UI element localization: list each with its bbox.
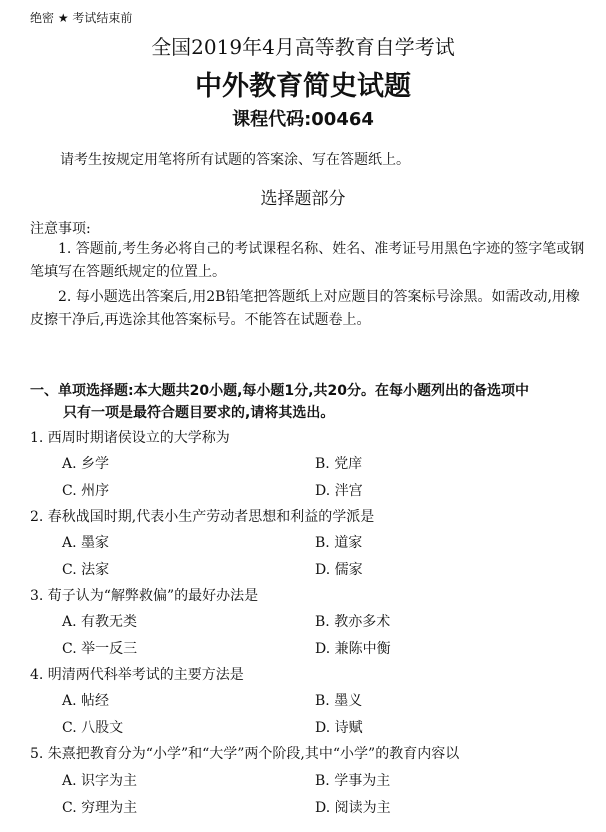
option-c: C. 穷理为主 <box>62 800 138 816</box>
notice-item-1: 1. 答题前,考生务必将自己的考试课程名称、姓名、准考证号用黑色字迹的签字笔或钢笔填写在答题纸规定的位置上。 <box>30 241 585 280</box>
option-a: A. 有教无类 <box>62 614 138 630</box>
part-one-heading: 一、单项选择题:本大题共20小题,每小题1分,共20分。在每小题列出的备选项中 <box>30 383 529 399</box>
option-d: D. 兼陈中衡 <box>315 641 391 657</box>
question-stem: 4. 明清两代科举考试的主要方法是 <box>30 667 244 683</box>
exam-name: 全国2019年4月高等教育自学考试 <box>151 35 455 59</box>
part-one-heading-cont: 只有一项是最符合题目要求的,请将其选出。 <box>63 405 335 421</box>
option-a: A. 墨家 <box>62 535 110 551</box>
notice-item-2: 2. 每小题选出答案后,用2B铅笔把答题纸上对应题目的答案标号涂黑。如需改动,用橡皮擦干净后,再选涂其他答案标号。不能答在试题卷上。 <box>30 289 580 328</box>
notice-heading: 注意事项: <box>30 221 91 237</box>
option-b: B. 党庠 <box>315 456 363 472</box>
question-stem: 2. 春秋战国时期,代表小生产劳动者思想和利益的学派是 <box>30 509 375 525</box>
option-c: C. 举一反三 <box>62 641 138 657</box>
section-title: 选择题部分 <box>260 189 346 209</box>
question-stem: 5. 朱熹把教育分为“小学”和“大学”两个阶段,其中“小学”的教育内容以 <box>30 746 460 762</box>
course-code: 课程代码:00464 <box>232 109 374 130</box>
option-c: C. 法家 <box>62 562 110 578</box>
option-c: C. 州序 <box>62 483 110 499</box>
option-c: C. 八股文 <box>62 720 124 736</box>
option-d: D. 泮宫 <box>315 483 363 499</box>
option-b: B. 学事为主 <box>315 773 391 789</box>
option-d: D. 阅读为主 <box>315 800 391 816</box>
page-title: 中外教育简史试题 <box>195 71 411 102</box>
option-a: A. 识字为主 <box>62 773 138 789</box>
question-stem: 3. 荀子认为“解弊救偏”的最好办法是 <box>30 588 259 604</box>
option-d: D. 诗赋 <box>315 720 363 736</box>
option-b: B. 教亦多术 <box>315 614 391 630</box>
confidential-label: 绝密 ★ 考试结束前 <box>30 11 133 25</box>
option-b: B. 道家 <box>315 535 363 551</box>
question-stem: 1. 西周时期诸侯设立的大学称为 <box>30 430 230 446</box>
option-d: D. 儒家 <box>315 562 363 578</box>
option-a: A. 帖经 <box>62 693 110 709</box>
option-b: B. 墨义 <box>315 693 363 709</box>
instruction: 请考生按规定用笔将所有试题的答案涂、写在答题纸上。 <box>60 152 410 168</box>
option-a: A. 乡学 <box>62 456 110 472</box>
